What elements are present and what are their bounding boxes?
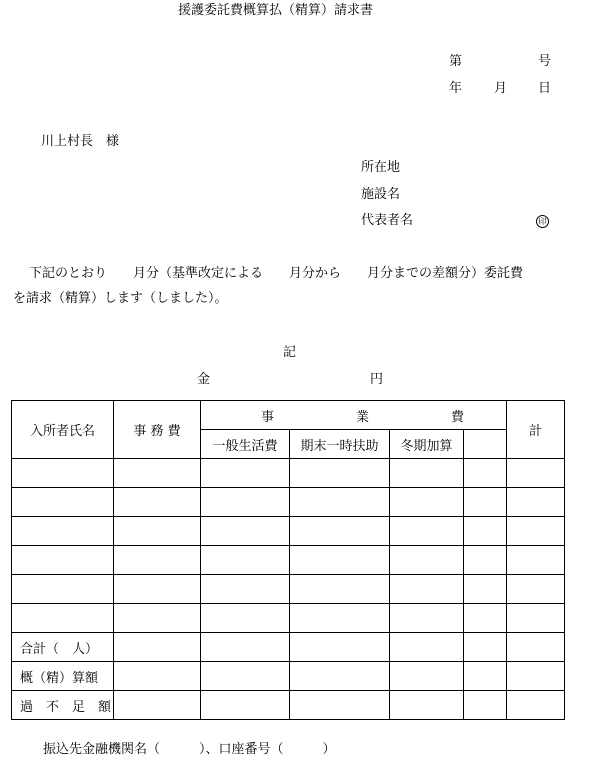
amount-en: 円 [370, 372, 384, 387]
number-suffix: 号 [538, 54, 552, 69]
header-project-char: 事 [261, 409, 275, 425]
table-row [12, 604, 565, 633]
table-row [12, 517, 565, 546]
date-day: 日 [538, 81, 552, 96]
total-row [12, 633, 565, 662]
subheader-winter-addition: 冬期加算 [390, 430, 464, 459]
facility-label: 施設名 [361, 187, 401, 202]
header-total: 計 [507, 401, 565, 459]
estimate-row [12, 662, 565, 691]
table-row [12, 459, 565, 488]
addressee: 川上村長 様 [41, 134, 120, 149]
header-resident-name: 入所者氏名 [12, 401, 114, 459]
ki-heading: 記 [283, 345, 297, 360]
body-line-2: を請求（精算）します（しました）。 [13, 291, 228, 306]
table-row [12, 546, 565, 575]
header-project-char: 費 [450, 409, 464, 425]
number-prefix: 第 [449, 54, 463, 69]
table-row [12, 488, 565, 517]
subheader-temporary-aid: 期末一時扶助 [290, 430, 390, 459]
subheader-blank [464, 430, 507, 459]
amount-kin: 金 [197, 372, 211, 387]
address-label: 所在地 [361, 160, 401, 175]
table-row [12, 575, 565, 604]
estimate-label: 概（精）算額 [12, 662, 114, 691]
expense-table [11, 400, 565, 720]
header-office-expense: 事 務 費 [114, 401, 201, 459]
subheader-living-expense: 一般生活費 [201, 430, 290, 459]
header-project-expense [201, 401, 507, 430]
date-year: 年 [449, 81, 463, 96]
bank-account-line: 振込先金融機関名（ ）、口座番号（ ） [43, 742, 336, 757]
representative-label: 代表者名 [361, 213, 414, 228]
difference-label: 過 不 足 額 [12, 691, 114, 720]
body-line-1: 下記のとおり 月分（基準改定による 月分から 月分までの差額分）委託費 [29, 266, 524, 281]
seal-mark: 印 [536, 213, 549, 229]
difference-row [12, 691, 565, 720]
header-project-char: 業 [355, 409, 369, 425]
document-title: 援護委託費概算払（精算）請求書 [178, 3, 374, 18]
date-month: 月 [494, 81, 508, 96]
total-label: 合計（ 人） [12, 633, 114, 662]
